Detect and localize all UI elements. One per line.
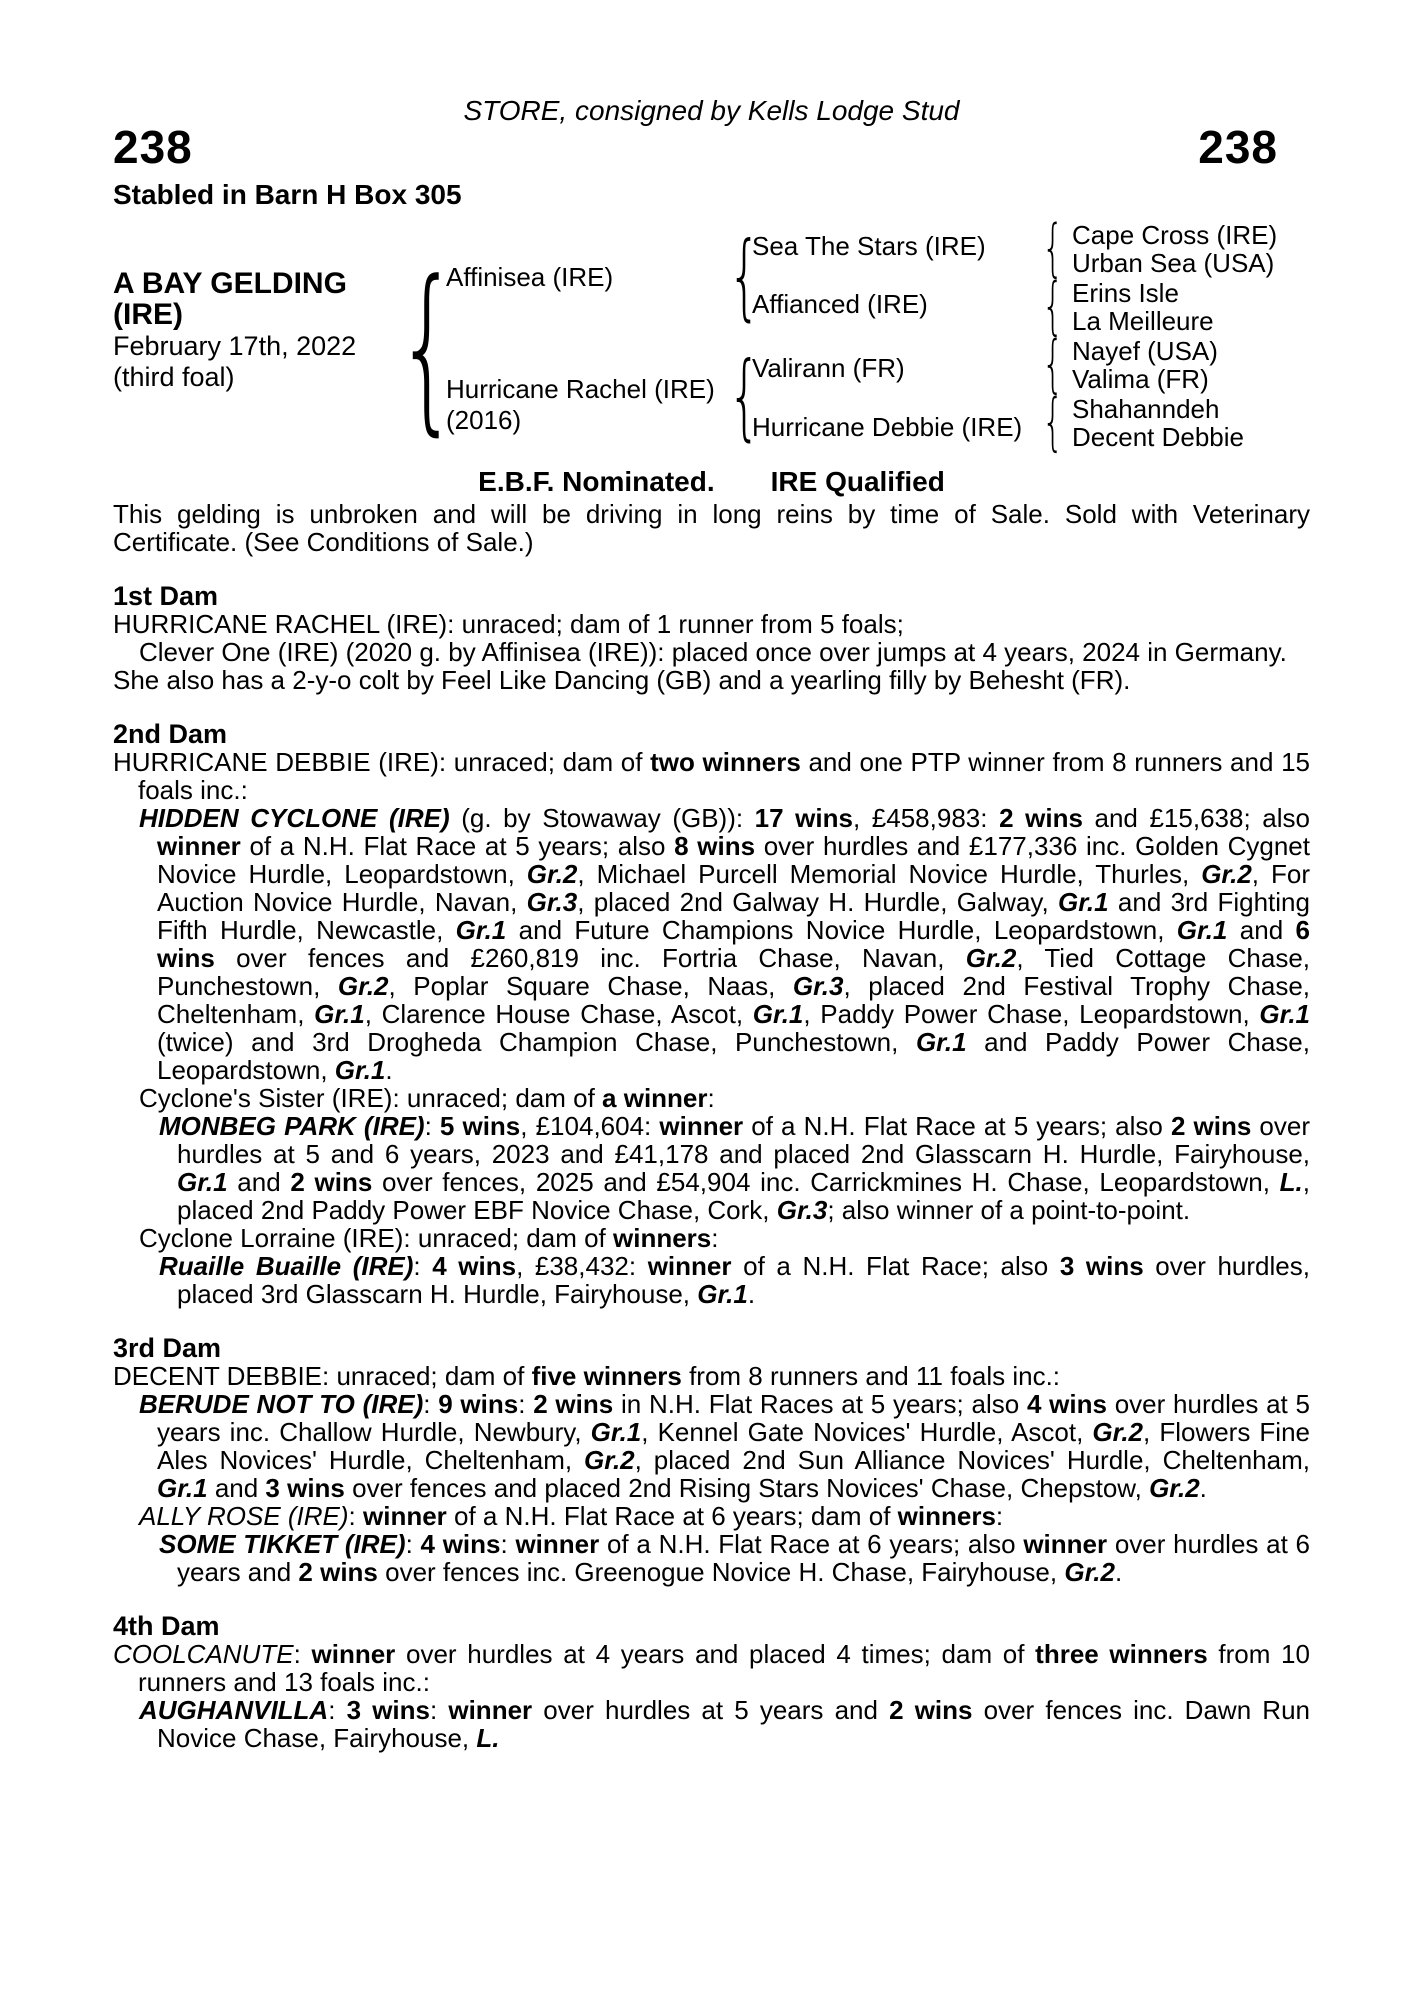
text-run: Gr.2: [526, 859, 578, 889]
text-run: Gr.1: [752, 999, 804, 1029]
lot-number-right: 238: [1198, 121, 1278, 173]
text-run: 2 wins: [1170, 1111, 1252, 1141]
great-grandparent: Shahanndeh: [1072, 394, 1220, 424]
text-run: winner: [1023, 1529, 1108, 1559]
dam-section: [113, 720, 1310, 1308]
dam-heading: 3rd Dam: [113, 1333, 222, 1363]
text-run: L.: [1279, 1167, 1303, 1197]
text-run: over hurdles, placed 3rd Glasscarn H. Hurdle, Fairyhouse,: [177, 1251, 1310, 1309]
text-run: , £104,604:: [520, 1111, 660, 1141]
text-run: 17 wins: [754, 803, 853, 833]
text-run: Gr.1: [1176, 915, 1228, 945]
text-run: from 10 runners and 13 foals inc.:: [138, 1639, 1310, 1697]
grandsire-dam-side: Valirann (FR): [752, 353, 905, 383]
text-run: This gelding is unbroken and will be driving in long reins by time of Sale. Sold with Veterinary Certificate. (See Conditions of Sale.): [113, 499, 1310, 557]
text-run: 2 wins: [533, 1389, 614, 1419]
text-run: (twice) and 3rd Drogheda Champion Chase, Punchestown,: [157, 1027, 916, 1057]
text-run: 6 wins: [157, 915, 1310, 973]
catalogue-body: [113, 468, 1310, 1752]
foal-date: February 17th, 2022: [113, 331, 357, 361]
pedigree-brace-greats4-icon: [1042, 391, 1064, 453]
sale-condition-note: [113, 500, 1310, 556]
text-run: :: [518, 1389, 534, 1419]
text-run: of a N.H. Flat Race at 6 years; dam of: [446, 1501, 898, 1531]
text-run: , Tied Cottage Chase, Punchestown,: [157, 943, 1311, 1001]
text-run: 3 wins: [1059, 1251, 1144, 1281]
text-run: .: [1199, 1473, 1207, 1503]
text-run: Gr.2: [1201, 859, 1252, 889]
text-run: 2 wins: [290, 1167, 373, 1197]
text-run: BERUDE NOT TO (IRE): [139, 1389, 424, 1419]
horse-name-line2: (IRE): [113, 298, 183, 331]
text-run: :: [500, 1529, 516, 1559]
text-run: Gr.2: [1092, 1417, 1144, 1447]
text-run: 2 wins: [298, 1557, 378, 1587]
text-run: Gr.1: [157, 1473, 208, 1503]
ebf-nominated-label: E.B.F. Nominated.: [478, 466, 715, 497]
dam-heading: 4th Dam: [113, 1611, 220, 1641]
text-run: Clever One (IRE) (2020 g. by Affinisea (IRE)): placed once over jumps at 4 years, 2024 in Germany.: [139, 637, 1287, 667]
text-run: Ruaille Buaille (IRE): [159, 1251, 414, 1281]
text-run: Gr.2: [965, 943, 1017, 973]
text-run: ALLY ROSE (IRE): [139, 1501, 349, 1531]
text-run: 2 wins: [999, 803, 1083, 833]
text-run: HIDDEN CYCLONE (IRE): [139, 803, 462, 833]
text-run: and £15,638; also: [1082, 803, 1310, 833]
text-run: of a N.H. Flat Race at 5 years; also: [240, 831, 675, 861]
text-run: SOME TIKKET (IRE): [159, 1529, 406, 1559]
text-run: 2 wins: [889, 1695, 973, 1725]
text-run: and Future Champions Novice Hurdle, Leopardstown,: [506, 915, 1177, 945]
text-run: 4 wins: [1026, 1389, 1107, 1419]
text-run: , £38,432:: [516, 1251, 648, 1281]
text-run: .: [385, 1055, 393, 1085]
text-run: HURRICANE RACHEL (IRE): unraced; dam of 1 runner from 5 foals;: [113, 609, 904, 639]
text-run: over fences inc. Dawn Run Novice Chase, Fairyhouse,: [157, 1695, 1310, 1753]
grandsire-sire-side: Sea The Stars (IRE): [752, 231, 986, 261]
text-run: Cyclone's Sister (IRE): unraced; dam of: [139, 1083, 603, 1113]
lot-number-left: 238: [113, 121, 193, 173]
text-run: over hurdles at 5 years and: [532, 1695, 890, 1725]
text-run: winner: [363, 1501, 447, 1531]
text-run: .: [747, 1279, 756, 1309]
great-grandparent: Erins Isle: [1072, 278, 1179, 308]
great-grandparent: La Meilleure: [1072, 306, 1214, 336]
dam-section: [113, 582, 1310, 694]
text-run: :: [423, 1389, 439, 1419]
text-run: Gr.1: [590, 1417, 642, 1447]
text-run: in N.H. Flat Races at 5 years; also: [613, 1389, 1027, 1419]
pedigree-note-paragraph: [139, 1224, 1310, 1252]
text-run: , Clarence House Chase, Ascot,: [364, 999, 753, 1029]
stabling-note: Stabled in Barn H Box 305: [113, 179, 462, 210]
text-run: Gr.1: [334, 1055, 386, 1085]
text-run: three winners: [1035, 1639, 1208, 1669]
dam-heading: 1st Dam: [113, 581, 219, 611]
text-run: winner: [659, 1111, 744, 1141]
text-run: two winners: [650, 747, 801, 777]
text-run: 9 wins: [438, 1389, 519, 1419]
text-run: L.: [476, 1723, 500, 1753]
great-grandparent: Valima (FR): [1072, 364, 1209, 394]
text-run: 4 wins: [432, 1251, 517, 1281]
text-run: , Michael Purcell Memorial Novice Hurdle, Thurles,: [577, 859, 1202, 889]
dam-heading: 2nd Dam: [113, 719, 228, 749]
text-run: 5 wins: [439, 1111, 521, 1141]
text-run: HURRICANE DEBBIE (IRE): unraced; dam of: [113, 747, 651, 777]
ire-qualified-label: IRE Qualified: [770, 466, 945, 497]
granddam-dam-side: Hurricane Debbie (IRE): [752, 412, 1023, 442]
text-run: and: [1227, 915, 1296, 945]
horse-name: [113, 268, 347, 330]
text-run: Gr.2: [337, 971, 389, 1001]
text-run: .: [1114, 1557, 1123, 1587]
text-run: :: [413, 1251, 433, 1281]
text-run: , For Auction Novice Hurdle, Navan,: [157, 859, 1310, 917]
text-run: (g. by Stowaway (GB)):: [461, 803, 755, 833]
text-run: over hurdles at 4 years and placed 4 times; dam of: [395, 1639, 1036, 1669]
text-run: MONBEG PARK (IRE): [159, 1111, 425, 1141]
text-run: 4 wins: [420, 1529, 501, 1559]
text-run: :: [711, 1223, 719, 1253]
pedigree-note-paragraph: [139, 1696, 1310, 1752]
text-run: from 8 runners and 11 foals inc.:: [681, 1361, 1061, 1391]
text-run: winner: [311, 1639, 396, 1669]
dam-name: Hurricane Rachel (IRE): [446, 374, 715, 404]
text-run: of a N.H. Flat Race; also: [731, 1251, 1060, 1281]
text-run: :: [293, 1639, 312, 1669]
text-run: :: [328, 1695, 347, 1725]
text-run: winner: [515, 1529, 600, 1559]
text-run: and: [227, 1167, 291, 1197]
text-run: , placed 2nd Paddy Power EBF Novice Chase, Cork,: [177, 1167, 1311, 1225]
text-run: , Paddy Power Chase, Leopardstown,: [803, 999, 1260, 1029]
text-run: :: [348, 1501, 363, 1531]
text-run: over fences, 2025 and £54,904 inc. Carrickmines H. Chase, Leopardstown,: [372, 1167, 1280, 1197]
pedigree-note-paragraph: [139, 1084, 1310, 1112]
text-run: Gr.1: [1058, 887, 1109, 917]
consignment-title: STORE, consigned by Kells Lodge Stud: [463, 95, 960, 126]
text-run: , placed 2nd Galway H. Hurdle, Galway,: [577, 887, 1059, 917]
text-run: , Flowers Fine Ales Novices' Hurdle, Cheltenham,: [157, 1417, 1311, 1475]
text-run: Gr.1: [1259, 999, 1310, 1029]
text-run: over hurdles at 5 years inc. Challow Hurdle, Newbury,: [157, 1389, 1310, 1447]
great-grandparent: Nayef (USA): [1072, 336, 1218, 366]
text-run: winners: [897, 1501, 996, 1531]
text-run: Gr.3: [776, 1195, 828, 1225]
text-run: over hurdles at 6 years and: [177, 1529, 1310, 1587]
text-run: a winner: [602, 1083, 708, 1113]
text-run: Cyclone Lorraine (IRE): unraced; dam of: [139, 1223, 613, 1253]
text-run: and 3rd Fighting Fifth Hurdle, Newcastle,: [157, 887, 1310, 945]
text-run: 3 wins: [346, 1695, 430, 1725]
text-run: winner: [647, 1251, 732, 1281]
pedigree-note-paragraph: [159, 1252, 1310, 1308]
text-run: , placed 2nd Sun Alliance Novices' Hurdle, Cheltenham,: [634, 1445, 1310, 1475]
pedigree-note-paragraph: [113, 1640, 1310, 1696]
text-run: , Kennel Gate Novices' Hurdle, Ascot,: [641, 1417, 1093, 1447]
text-run: , £458,983:: [852, 803, 1000, 833]
text-run: She also has a 2-y-o colt by Feel Like Dancing (GB) and a yearling filly by Behesht (FR).: [113, 665, 1131, 695]
granddam-sire-side: Affianced (IRE): [752, 289, 928, 319]
horse-name-line1: A BAY GELDING: [113, 267, 347, 300]
text-run: COOLCANUTE: [113, 1639, 294, 1669]
text-run: Gr.3: [526, 887, 578, 917]
text-run: Gr.1: [455, 915, 507, 945]
text-run: over fences and £260,819 inc. Fortria Chase, Navan,: [214, 943, 966, 973]
text-run: Gr.1: [314, 999, 365, 1029]
text-run: DECENT DEBBIE: unraced; dam of: [113, 1361, 532, 1391]
pedigree-note-paragraph: [113, 610, 1310, 638]
text-run: 3 wins: [265, 1473, 345, 1503]
great-grandparent: Decent Debbie: [1072, 422, 1244, 452]
text-run: Gr.3: [792, 971, 844, 1001]
pedigree-note-paragraph: [159, 1112, 1310, 1224]
text-run: and one PTP winner from 8 runners and 15 foals inc.:: [138, 747, 1310, 805]
text-run: over fences inc. Greenogue Novice H. Chase, Fairyhouse,: [377, 1557, 1065, 1587]
text-run: :: [424, 1111, 440, 1141]
text-run: ; also winner of a point-to-point.: [827, 1195, 1191, 1225]
pedigree-note-paragraph: [159, 1530, 1310, 1586]
text-run: AUGHANVILLA: [139, 1695, 329, 1725]
text-run: :: [995, 1501, 1004, 1531]
text-run: Gr.2: [584, 1445, 635, 1475]
text-run: and: [207, 1473, 266, 1503]
text-run: :: [405, 1529, 421, 1559]
pedigree-note-paragraph: [139, 1390, 1310, 1502]
pedigree-note-paragraph: [113, 1362, 1310, 1390]
text-run: of a N.H. Flat Race at 5 years; also: [743, 1111, 1171, 1141]
dam-year: (2016): [446, 405, 522, 435]
pedigree-note-paragraph: [139, 638, 1310, 666]
great-grandparent: Urban Sea (USA): [1072, 248, 1275, 278]
text-run: :: [707, 1083, 715, 1113]
text-run: Gr.1: [915, 1027, 967, 1057]
text-run: over hurdles and £177,336 inc. Golden Cygnet Novice Hurdle, Leopardstown,: [157, 831, 1310, 889]
text-run: Gr.1: [697, 1279, 748, 1309]
text-run: , placed 2nd Festival Trophy Chase, Cheltenham,: [157, 971, 1311, 1029]
text-run: winners: [613, 1223, 712, 1253]
text-run: :: [429, 1695, 449, 1725]
text-run: and Paddy Power Chase, Leopardstown,: [157, 1027, 1310, 1085]
text-run: over hurdles at 5 and 6 years, 2023 and £41,178 and placed 2nd Glasscarn H. Hurdle, Fairyhouse,: [177, 1111, 1311, 1169]
foal-note: (third foal): [113, 362, 235, 392]
text-run: , Poplar Square Chase, Naas,: [388, 971, 793, 1001]
sire-name: Affinisea (IRE): [446, 262, 614, 292]
text-run: winner: [448, 1695, 533, 1725]
text-run: 8 wins: [674, 831, 756, 861]
text-run: Gr.1: [177, 1167, 228, 1197]
nomination-line: [113, 468, 1310, 496]
pedigree-note-paragraph: [139, 804, 1310, 1084]
text-run: over fences and placed 2nd Rising Stars Novices' Chase, Chepstow,: [344, 1473, 1150, 1503]
text-run: Gr.2: [1149, 1473, 1200, 1503]
dam-sections: [113, 582, 1310, 1752]
text-run: Gr.2: [1064, 1557, 1115, 1587]
great-grandparent: Cape Cross (IRE): [1072, 220, 1278, 250]
pedigree-note-paragraph: [139, 1502, 1310, 1530]
pedigree-note-paragraph: [113, 748, 1310, 804]
dam-section: [113, 1334, 1310, 1586]
text-run: five winners: [531, 1361, 682, 1391]
text-run: winner: [157, 831, 241, 861]
dam-section: [113, 1612, 1310, 1752]
text-run: of a N.H. Flat Race at 6 years; also: [599, 1529, 1024, 1559]
pedigree-note-paragraph: [113, 666, 1310, 694]
